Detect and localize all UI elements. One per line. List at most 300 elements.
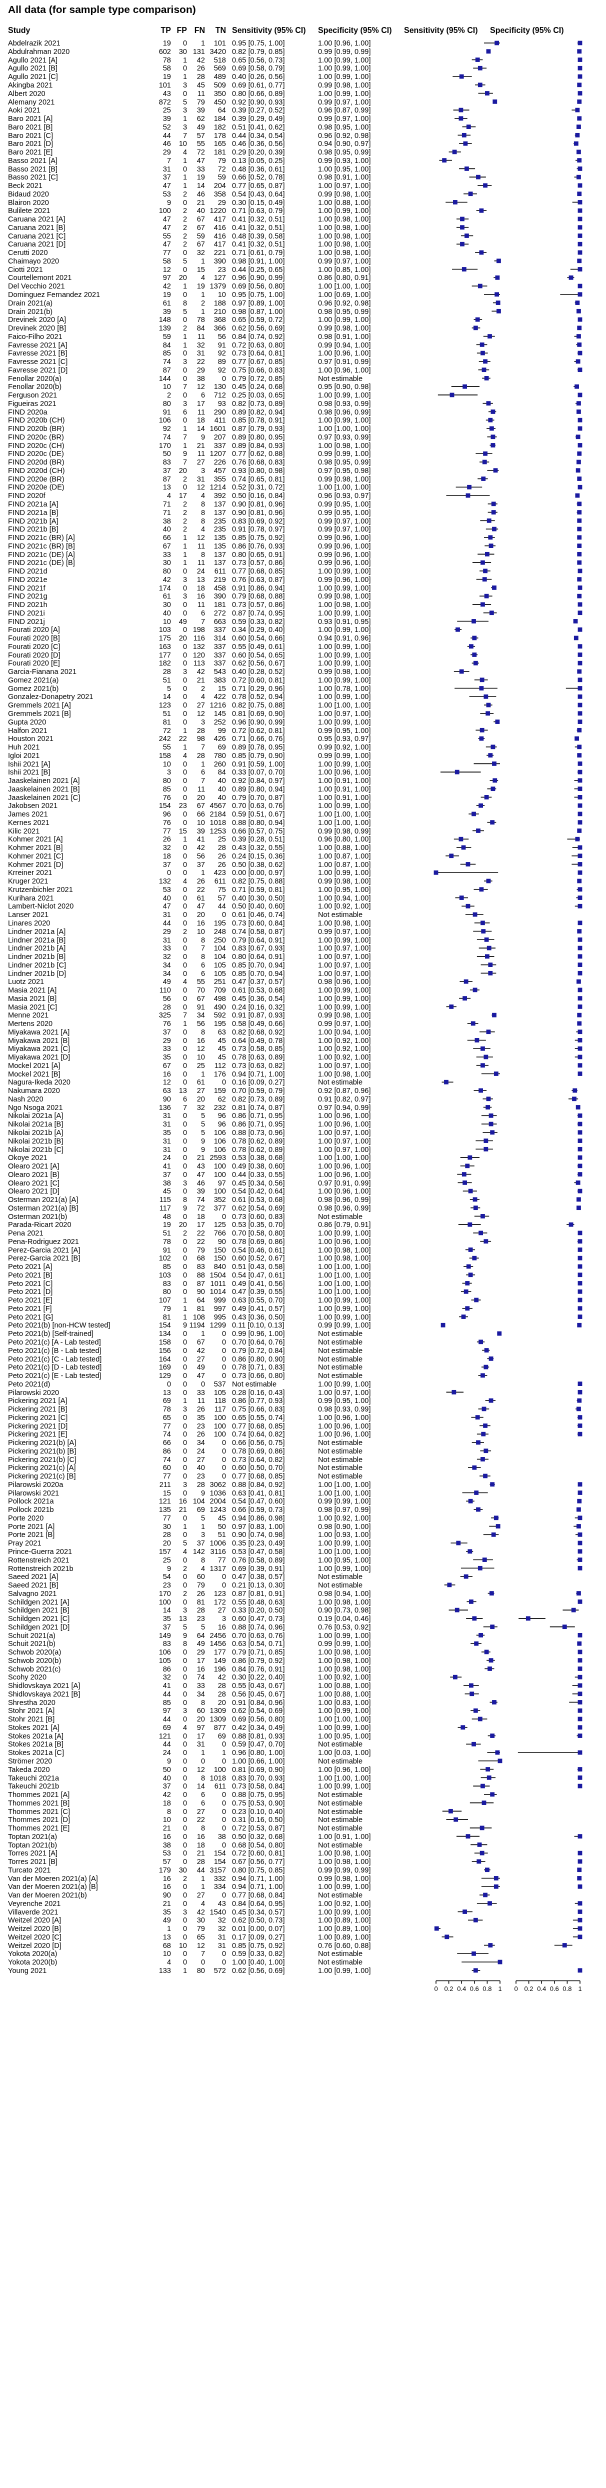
specificity-ci-text: 1.00 [0.99, 1.00] — [318, 63, 371, 73]
study-row — [8, 1069, 582, 1078]
count-tp: 45 — [162, 1186, 171, 1196]
study-row — [8, 877, 582, 886]
specificity-ci-text: 0.99 [0.99, 0.99] — [318, 1865, 371, 1875]
count-tn: 84 — [217, 767, 226, 777]
specificity-marker — [578, 1725, 582, 1729]
count-tp: 77 — [162, 1421, 171, 1431]
sensitivity-marker — [481, 477, 485, 481]
sensitivity-ci-text: 0.45 [0.24, 0.68] — [232, 382, 285, 392]
study-name: FIND 2021c (DE) [B] — [8, 558, 75, 568]
count-fp: 4 — [182, 876, 187, 886]
study-row — [8, 667, 582, 676]
study-name: Favresse 2021 [D] — [8, 365, 68, 375]
count-tn: 383 — [213, 675, 226, 685]
specificity-ci-text: 0.99 [0.98, 1.00] — [318, 667, 371, 677]
count-tp: 154 — [158, 1320, 171, 1330]
count-tp: 81 — [162, 1312, 171, 1322]
count-fn: 4 — [200, 1898, 205, 1908]
study-row — [8, 1932, 582, 1941]
count-tp: 53 — [162, 884, 171, 894]
count-fp: 2 — [182, 499, 187, 509]
count-tp: 163 — [158, 641, 171, 651]
count-tn: 251 — [213, 977, 226, 987]
specificity-marker — [578, 644, 582, 648]
sensitivity-ci-text: 0.78 [0.71, 0.83] — [232, 1362, 285, 1372]
count-tn: 1309 — [209, 1714, 226, 1724]
count-tp: 16 — [162, 1882, 171, 1892]
count-fp: 0 — [182, 1253, 187, 1263]
sensitivity-ci-text: 0.48 [0.36, 0.61] — [232, 164, 285, 174]
specificity-ci-text: 1.00 [0.91, 1.00] — [318, 1831, 371, 1841]
study-row — [8, 1245, 582, 1254]
study-name: Porte 2021 [A] — [8, 1521, 55, 1531]
count-fp: 0 — [182, 1153, 187, 1163]
count-tn: 2456 — [209, 1630, 226, 1640]
sensitivity-ci-text: 0.62 [0.54, 0.69] — [232, 1203, 285, 1213]
count-fp: 9 — [182, 1320, 187, 1330]
sensitivity-ci-text: 0.89 [0.80, 0.94] — [232, 784, 285, 794]
count-tn: 219 — [213, 574, 226, 584]
count-tp: 602 — [158, 46, 171, 56]
count-fp: 3 — [182, 574, 187, 584]
specificity-ci-text: 1.00 [0.97, 1.00] — [318, 1060, 371, 1070]
specificity-ci-text: 1.00 [0.91, 1.00] — [318, 784, 371, 794]
sensitivity-marker — [490, 820, 494, 824]
sensitivity-ci-text: 0.96 [0.90, 0.99] — [232, 717, 285, 727]
study-name: FIND 2020c (BR) — [8, 432, 64, 442]
count-tn: 337 — [213, 440, 226, 450]
sensitivity-ci-text: 0.63 [0.55, 0.70] — [232, 1295, 285, 1305]
specificity-marker — [578, 1775, 582, 1779]
count-fn: 20 — [196, 1714, 205, 1724]
count-tp: 31 — [162, 1119, 171, 1129]
sensitivity-ci-text: 0.69 [0.61, 0.77] — [232, 80, 285, 90]
sensitivity-ci-text: 0.80 [0.64, 0.91] — [232, 952, 285, 962]
count-fn: 142 — [192, 1547, 205, 1556]
count-tn: 106 — [213, 1144, 226, 1154]
study-name: James 2021 — [8, 809, 48, 819]
sensitivity-tick-label: 0.8 — [482, 1985, 492, 1993]
specificity-ci-text: 1.00 [0.91, 1.00] — [318, 776, 371, 786]
sensitivity-ci-text: 0.79 [0.72, 0.84] — [232, 1345, 285, 1355]
sensitivity-ci-text: 1.00 [0.40, 1.00] — [232, 1957, 285, 1967]
count-fp: 0 — [182, 943, 187, 953]
count-fn: 132 — [192, 641, 205, 651]
sensitivity-ci-text: 0.91 [0.87, 0.93] — [232, 1010, 285, 1020]
study-name: Gomez 2021(a) — [8, 675, 59, 685]
study-row — [8, 994, 582, 1003]
sensitivity-marker — [468, 1499, 472, 1503]
count-tn: 572 — [213, 1966, 226, 1975]
count-fn: 11 — [197, 558, 205, 568]
sensitivity-ci-text: 0.73 [0.63, 0.82] — [232, 1060, 285, 1070]
specificity-marker — [578, 1072, 582, 1076]
count-fn: 21 — [196, 675, 205, 685]
count-fp: 0 — [182, 600, 187, 610]
sensitivity-marker — [478, 1566, 482, 1570]
specificity-marker — [576, 435, 580, 439]
sensitivity-ci-text: 0.96 [0.80, 1.00] — [232, 1748, 285, 1758]
count-fp: 8 — [182, 1195, 187, 1205]
sensitivity-marker — [492, 1700, 496, 1704]
count-tp: 71 — [162, 499, 171, 509]
count-tp: 0 — [166, 1379, 171, 1389]
sensitivity-marker — [462, 267, 466, 271]
specificity-ci-text: 0.96 [0.80, 1.00] — [318, 834, 371, 844]
sensitivity-marker — [473, 1708, 477, 1712]
count-fp: 0 — [182, 1027, 187, 1037]
study-name: Lindner 2021b [A] — [8, 943, 66, 953]
study-row — [8, 407, 581, 416]
sensitivity-marker — [489, 1113, 493, 1117]
specificity-ci-text: 1.00 [0.96, 1.00] — [318, 38, 371, 48]
study-row — [8, 1304, 582, 1313]
study-name: Igloi 2021 — [8, 750, 40, 760]
study-name: Luotz 2021 — [8, 977, 45, 987]
study-name: Pickering 2021(b) [A] — [8, 1438, 77, 1448]
count-fn: 19 — [196, 172, 205, 182]
sensitivity-marker — [465, 1306, 469, 1310]
count-tp: 117 — [159, 1203, 171, 1213]
count-fn: 12 — [196, 1940, 205, 1950]
count-tp: 37 — [162, 859, 171, 869]
sensitivity-ci-text: 0.71 [0.59, 0.81] — [232, 884, 285, 894]
header-sensitivity-ci: Sensitivity (95% CI) — [232, 26, 306, 35]
sensitivity-ci-text: 0.65 [0.56, 0.73] — [232, 55, 285, 65]
sensitivity-marker — [472, 636, 476, 640]
specificity-marker — [577, 175, 581, 179]
specificity-ci-text: 1.00 [0.88, 1.00] — [318, 843, 371, 853]
sensitivity-tick-label: 0.6 — [469, 1985, 479, 1993]
sensitivity-marker — [484, 1147, 488, 1151]
study-name: Stohr 2021 [A] — [8, 1706, 55, 1716]
specificity-marker — [578, 1273, 582, 1277]
count-fn: 19 — [196, 281, 205, 291]
count-fn: 25 — [196, 1060, 205, 1070]
specificity-marker — [577, 1407, 581, 1411]
count-tp: 54 — [162, 1572, 171, 1582]
count-fn: 16 — [196, 1035, 205, 1045]
sensitivity-marker — [495, 292, 499, 296]
sensitivity-marker — [492, 586, 496, 590]
count-fp: 9 — [182, 1203, 187, 1213]
chart-title: All data (for sample type comparison) — [8, 4, 196, 16]
count-tp: 67 — [162, 541, 171, 551]
count-fn: 10 — [196, 926, 205, 936]
study-name: Olearo 2021 [A] — [8, 1161, 60, 1171]
count-fn: 80 — [196, 1966, 205, 1975]
count-tn: 592 — [213, 1010, 226, 1020]
study-row — [8, 1296, 582, 1305]
study-name: Fourati 2020 [E] — [8, 658, 60, 668]
study-name: Lindner 2021b [B] — [8, 952, 66, 962]
count-tp: 51 — [162, 709, 171, 718]
count-tp: 97 — [162, 273, 171, 283]
count-fn: 12 — [196, 382, 205, 392]
sensitivity-marker — [472, 1465, 476, 1469]
study-name: Baro 2021 [D] — [8, 139, 54, 149]
count-tn: 100 — [213, 1429, 226, 1439]
sensitivity-ci-text: 0.85 [0.78, 0.91] — [232, 415, 285, 425]
sensitivity-ci-text: 0.65 [0.59, 0.72] — [232, 315, 285, 325]
study-row — [8, 181, 582, 190]
study-row — [8, 617, 578, 626]
study-row — [8, 1782, 582, 1791]
specificity-marker — [577, 477, 581, 481]
study-name: Courtellemont 2021 — [8, 273, 72, 283]
count-fn: 16 — [196, 1831, 205, 1841]
sensitivity-ci-text: 0.70 [0.59, 0.79] — [232, 1086, 285, 1096]
count-fn: 60 — [196, 1706, 205, 1716]
study-row — [8, 977, 581, 986]
sensitivity-ci-text: 0.69 [0.58, 0.79] — [232, 63, 285, 73]
specificity-ci-text: 0.99 [0.99, 1.00] — [318, 750, 371, 760]
count-fn: 23 — [196, 1471, 205, 1481]
count-fn: 18 — [196, 583, 205, 593]
count-tp: 96 — [162, 809, 171, 819]
study-name: Rottenstreich 2021b — [8, 1563, 74, 1573]
sensitivity-ci-text: 0.50 [0.16, 0.84] — [232, 491, 285, 501]
count-fn: 1 — [200, 1329, 205, 1339]
count-tn: 537 — [213, 1379, 226, 1389]
count-fn: 66 — [196, 809, 205, 819]
specificity-ci-text: 0.99 [0.98, 1.00] — [318, 1010, 371, 1020]
study-row — [8, 173, 581, 182]
count-tn: 96 — [217, 1119, 226, 1129]
sensitivity-marker — [478, 66, 482, 70]
sensitivity-marker — [460, 225, 464, 229]
count-fp: 0 — [182, 1488, 187, 1498]
study-name: Caruana 2021 [B] — [8, 222, 66, 232]
study-name: Aoki 2021 — [8, 105, 41, 115]
count-fp: 0 — [182, 868, 187, 878]
sensitivity-ci-text: 0.65 [0.55, 0.74] — [232, 1412, 285, 1422]
specificity-ci-text: 1.00 [0.99, 1.00] — [318, 1882, 371, 1892]
count-fn: 56 — [196, 1019, 205, 1029]
count-tp: 44 — [162, 1689, 171, 1699]
count-fn: 79 — [196, 1245, 205, 1255]
count-fn: 9 — [200, 1144, 205, 1154]
specificity-ci-text: Not estimable — [318, 1580, 363, 1590]
count-tn: 1253 — [209, 826, 226, 836]
count-tn: 417 — [213, 214, 226, 224]
study-name: FIND 2020b (BR) — [8, 424, 65, 434]
sensitivity-ci-text: 0.67 [0.56, 0.77] — [232, 1857, 285, 1867]
count-fn: 8 — [200, 499, 205, 509]
specificity-marker — [578, 1281, 582, 1285]
sensitivity-marker — [472, 1951, 476, 1955]
study-name: Krreiner 2021 — [8, 868, 53, 878]
study-name: Thommes 2021 [A] — [8, 1790, 70, 1800]
count-tp: 9 — [166, 197, 171, 207]
study-name: Gremmels 2021 [B] — [8, 709, 71, 718]
specificity-ci-text: 0.96 [0.92, 0.98] — [318, 298, 371, 308]
sensitivity-marker — [477, 1843, 481, 1847]
count-fp: 6 — [182, 407, 187, 417]
study-name: Akingba 2021 — [8, 80, 53, 90]
count-fp: 22 — [178, 734, 187, 744]
study-name: Nikolai 2021b [C] — [8, 1144, 64, 1154]
study-row — [8, 1564, 582, 1573]
count-tn: 92 — [217, 348, 226, 358]
sensitivity-ci-text: 0.55 [0.49, 0.61] — [232, 641, 285, 651]
count-tn: 1309 — [209, 1706, 226, 1716]
count-tp: 58 — [162, 256, 171, 266]
specificity-marker — [577, 49, 581, 53]
sensitivity-marker — [487, 1775, 491, 1779]
count-tp: 40 — [162, 893, 171, 903]
count-tp: 58 — [162, 63, 171, 73]
sensitivity-ci-text: 0.54 [0.47, 0.61] — [232, 1270, 285, 1280]
sensitivity-marker — [470, 1692, 474, 1696]
study-name: Kruger 2021 — [8, 876, 49, 886]
count-tn: 196 — [213, 1664, 226, 1674]
study-row — [8, 1086, 577, 1095]
specificity-ci-text: 0.99 [0.98, 1.00] — [318, 1873, 371, 1883]
count-fp: 3 — [182, 1706, 187, 1716]
specificity-marker — [578, 1784, 582, 1788]
specificity-ci-text: Not estimable — [318, 1211, 363, 1221]
count-tp: 77 — [162, 248, 171, 258]
count-fp: 1 — [182, 114, 187, 124]
study-name: Van der Moeren 2021(a) [B] — [8, 1882, 98, 1892]
sensitivity-marker — [483, 451, 487, 455]
specificity-marker — [578, 292, 582, 296]
count-tn: 207 — [213, 432, 226, 442]
count-tn: 31 — [217, 1940, 226, 1950]
count-fn: 22 — [196, 357, 205, 367]
specificity-ci-text: Not estimable — [318, 1354, 363, 1364]
count-fn: 67 — [196, 993, 205, 1003]
study-name: Agullo 2021 [C] — [8, 72, 58, 82]
specificity-marker — [578, 217, 582, 221]
specificity-ci-text: 1.00 [0.98, 1.00] — [318, 239, 371, 249]
study-name: Baro 2021 [E] — [8, 147, 53, 157]
specificity-ci-text: Not estimable — [318, 1345, 363, 1355]
sensitivity-ci-text: 0.96 [0.90, 0.99] — [232, 273, 285, 283]
count-fp: 0 — [182, 1429, 187, 1439]
sensitivity-marker — [483, 1893, 487, 1897]
count-tp: 87 — [162, 474, 171, 484]
sensitivity-ci-text: 0.92 [0.90, 0.93] — [232, 97, 285, 107]
study-name: FIND 2021c (BR) [A] — [8, 533, 75, 543]
sensitivity-marker — [486, 401, 490, 405]
sensitivity-marker — [482, 460, 486, 464]
study-row — [8, 1203, 581, 1212]
study-row — [8, 1187, 582, 1196]
study-row — [8, 1421, 582, 1430]
sensitivity-marker — [479, 803, 483, 807]
specificity-ci-text: 1.00 [0.99, 1.00] — [318, 985, 371, 995]
study-row — [8, 952, 582, 961]
specificity-ci-text: 1.00 [0.88, 1.00] — [318, 1681, 371, 1691]
count-tn: 127 — [213, 273, 226, 283]
count-fp: 0 — [182, 1957, 187, 1967]
specificity-ci-text: Not estimable — [318, 1949, 363, 1959]
count-tn: 3116 — [210, 1547, 226, 1556]
count-fp: 3 — [182, 591, 187, 601]
specificity-ci-text: 0.99 [0.98, 1.00] — [318, 323, 371, 333]
specificity-marker — [526, 1616, 530, 1620]
study-name: Alemany 2021 — [8, 97, 55, 107]
sensitivity-ci-text: 0.95 [0.75, 1.00] — [232, 290, 285, 299]
sensitivity-ci-text: 0.90 [0.81, 0.96] — [232, 507, 285, 517]
count-tn: 1214 — [209, 482, 226, 492]
sensitivity-ci-text: 0.73 [0.64, 0.82] — [232, 1454, 285, 1464]
count-fp: 1 — [182, 1521, 187, 1531]
count-fn: 17 — [196, 398, 205, 408]
specificity-marker — [578, 1834, 582, 1838]
study-row — [8, 491, 580, 500]
count-fn: 28 — [196, 1605, 205, 1615]
specificity-marker — [578, 1113, 582, 1117]
count-tp: 32 — [162, 1672, 171, 1682]
sensitivity-ci-text: 0.72 [0.53, 0.87] — [232, 1823, 285, 1833]
count-fn: 78 — [196, 315, 205, 325]
specificity-marker — [578, 1382, 582, 1386]
sensitivity-ci-text: 0.62 [0.56, 0.69] — [232, 323, 285, 333]
count-tp: 41 — [162, 1161, 171, 1171]
sensitivity-marker — [494, 1072, 498, 1076]
study-row — [8, 1765, 582, 1774]
specificity-ci-text: 0.86 [0.79, 0.91] — [318, 1220, 371, 1230]
count-fn: 26 — [196, 1429, 205, 1439]
count-tn: 0 — [221, 1790, 226, 1800]
count-fn: 0 — [200, 1379, 205, 1389]
study-name: Shidlovskaya 2021 [B] — [8, 1689, 81, 1699]
count-tn: 417 — [213, 239, 226, 249]
count-tn: 106 — [213, 1136, 226, 1146]
specificity-ci-text: 0.99 [0.98, 1.00] — [318, 876, 371, 886]
study-name: Ciotti 2021 — [8, 264, 43, 274]
count-tn: 59 — [217, 172, 226, 182]
specificity-marker — [577, 1499, 581, 1503]
header-study: Study — [8, 26, 31, 35]
count-tp: 10 — [162, 382, 171, 392]
count-fn: 14 — [196, 1781, 205, 1791]
count-fn: 8 — [200, 952, 205, 962]
count-tp: 71 — [162, 507, 171, 517]
count-tp: 9 — [166, 1563, 171, 1573]
count-tp: 85 — [162, 1697, 171, 1707]
count-fp: 0 — [182, 1278, 187, 1288]
specificity-marker — [578, 988, 582, 992]
study-name: Schwob 2021(c) — [8, 1664, 61, 1674]
specificity-marker — [578, 1767, 582, 1771]
specificity-ci-text: 1.00 [0.99, 1.00] — [318, 1002, 371, 1012]
count-fn: 1 — [200, 38, 205, 48]
count-tp: 50 — [162, 449, 171, 459]
count-fp: 0 — [182, 1471, 187, 1481]
specificity-marker — [575, 837, 579, 841]
count-tp: 121 — [158, 1496, 171, 1506]
sensitivity-ci-text: 0.63 [0.41, 0.81] — [232, 1488, 285, 1498]
count-fp: 0 — [182, 1362, 187, 1372]
sensitivity-ci-text: 1.00 [0.66, 1.00] — [232, 1756, 285, 1766]
sensitivity-marker — [481, 1063, 485, 1067]
specificity-ci-text: 1.00 [0.98, 1.00] — [318, 1245, 371, 1255]
specificity-marker — [574, 141, 578, 145]
sensitivity-marker — [481, 560, 485, 564]
count-tn: 1243 — [209, 1505, 226, 1515]
sensitivity-ci-text: 0.82 [0.68, 0.92] — [232, 1027, 285, 1037]
sensitivity-ci-text: 0.47 [0.38, 0.57] — [232, 1572, 285, 1582]
study-row — [8, 701, 582, 710]
study-name: Torres 2021 [A] — [8, 1848, 58, 1858]
count-fp: 3 — [182, 80, 187, 90]
specificity-marker — [578, 904, 582, 908]
study-row — [8, 458, 581, 467]
